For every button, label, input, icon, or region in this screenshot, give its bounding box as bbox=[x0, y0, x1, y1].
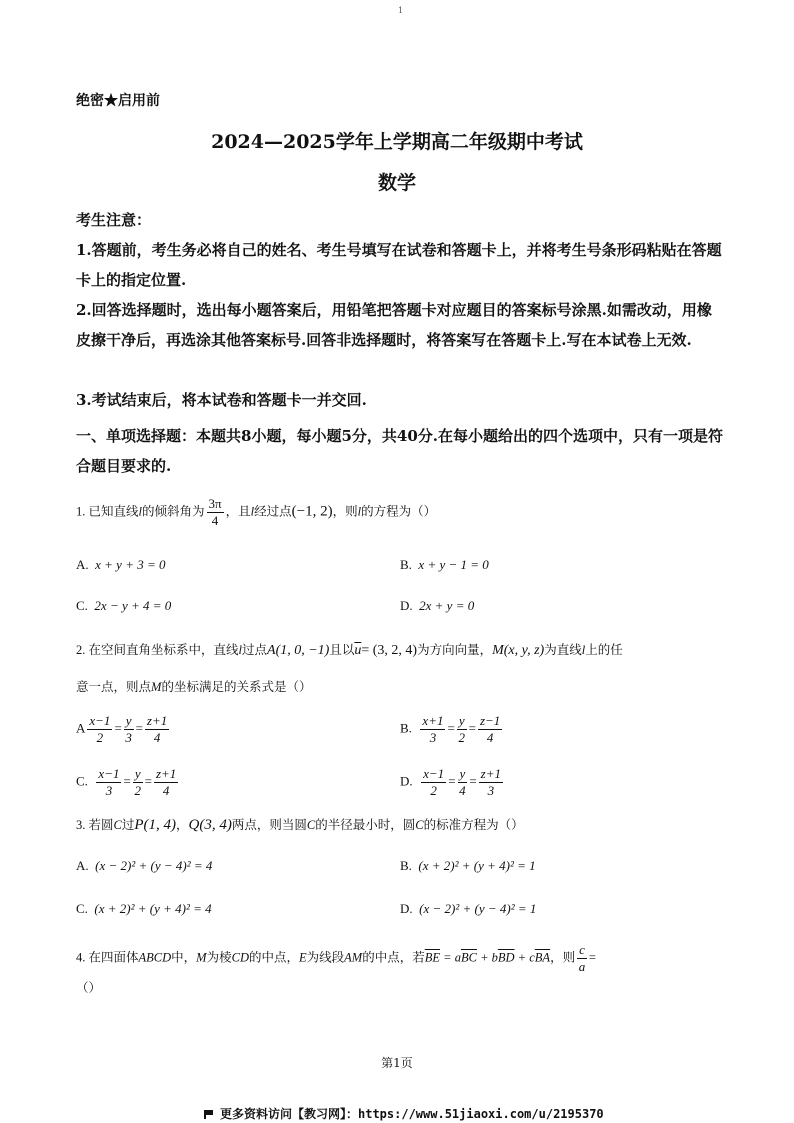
question-1-option-b[interactable]: B. x + y − 1 = 0 bbox=[400, 557, 489, 572]
notice-item-2: 2.回答选择题时，选出每小题答案后，用铅笔把答题卡对应题目的答案标号涂黑.如需改动，用橡皮擦干净后，再选涂其他答案标号.回答非选择题时，将答案写在答题卡上.写在本试卷上无效. bbox=[76, 301, 712, 349]
slope-angle-fraction: $\frac{3\pi}{4}$ bbox=[208, 496, 222, 528]
section-heading: 一、单项选择题：本题共8小题，每小题5分，共40分.在每小题给出的四个选项中，只有一项是符合题目要求的. bbox=[76, 427, 723, 475]
question-3-stem: 3. 若圆C过P(1, 4)，Q(3, 4)两点，则当圆C的半径最小时，圆C的标准方程为（） bbox=[76, 817, 524, 833]
question-1-stem: 1. 已知直线l的倾斜角为 $\frac{3\pi}{4}$ ，且l经过点(−1, 2)，则l的方程为（） bbox=[76, 496, 437, 528]
question-1-option-a[interactable]: A. x + y + 3 = 0 bbox=[76, 557, 166, 572]
ratio-fraction: $\frac{c}{a}$ bbox=[578, 942, 586, 974]
notice-heading: 考生注意： bbox=[76, 211, 152, 229]
question-4-stem: 4. 在四面体ABCD中，M为棱CD的中点，E为线段AM的中点，若$\overline{BE} = a\overline{BC} + b\overline{BD} + c\overline{BA}$，则 $\frac{c}{a}$ = bbox=[76, 942, 596, 974]
notice-item-1: 1.答题前，考生务必将自己的姓名、考生号填写在试卷和答题卡上，并将考生号条形码粘贴在答题卡上的指定位置. bbox=[76, 241, 722, 289]
question-2-option-c[interactable]: C. $\frac{x-1}{3}$ = $\frac{y}{2}$ = $\frac{z+1}{4}$ bbox=[76, 766, 177, 798]
notice-item-3: 3.考试结束后，将本试卷和答题卡一并交回. bbox=[76, 391, 367, 409]
question-3-option-a[interactable]: A. (x − 2)² + (y − 4)² = 4 bbox=[76, 858, 213, 873]
question-2-option-d[interactable]: D. $\frac{x-1}{2}$ = $\frac{y}{4}$ = $\frac{z+1}{3}$ bbox=[400, 766, 501, 798]
question-3-option-b[interactable]: B. (x + 2)² + (y + 4)² = 1 bbox=[400, 858, 536, 873]
question-2-option-b[interactable]: B. $\frac{x+1}{3}$ = $\frac{y}{2}$ = $\frac{z-1}{4}$ bbox=[400, 713, 501, 745]
exam-subject: 数学 bbox=[377, 172, 416, 194]
question-2-option-a[interactable]: A $\frac{x-1}{2}$ = $\frac{y}{3}$ = $\frac{z+1}{4}$ bbox=[76, 713, 168, 745]
question-1-option-c[interactable]: C. 2x − y + 4 = 0 bbox=[76, 598, 172, 613]
flag-icon bbox=[204, 1110, 216, 1119]
question-2-stem: 2. 在空间直角坐标系中，直线l过点A(1, 0, −1)且以$\overline{u}= (3$, 2, 4)为方向向量，M(x, y, z)为直线l上的任 bbox=[76, 643, 623, 658]
question-2-stem-line-2: 意一点，则点M的坐标满足的关系式是（） bbox=[76, 680, 312, 694]
question-4-stem-line-2: （） bbox=[76, 981, 102, 995]
page-number: 第1页 bbox=[381, 1056, 413, 1070]
exam-title: 2024—2025学年上学期高二年级期中考试 bbox=[211, 131, 583, 153]
question-3-option-c[interactable]: C. (x + 2)² + (y + 4)² = 4 bbox=[76, 901, 212, 916]
page-top-mark: 1 bbox=[398, 6, 404, 15]
question-1-option-d[interactable]: D. 2x + y = 0 bbox=[400, 598, 475, 613]
resource-link[interactable]: 更多资料访问【教习网】：https://www.51jiaoxi.com/u/2195370 bbox=[204, 1105, 604, 1122]
confidential-label: 绝密★启用前 bbox=[76, 93, 160, 109]
question-3-option-d[interactable]: D. (x − 2)² + (y − 4)² = 1 bbox=[400, 901, 537, 916]
